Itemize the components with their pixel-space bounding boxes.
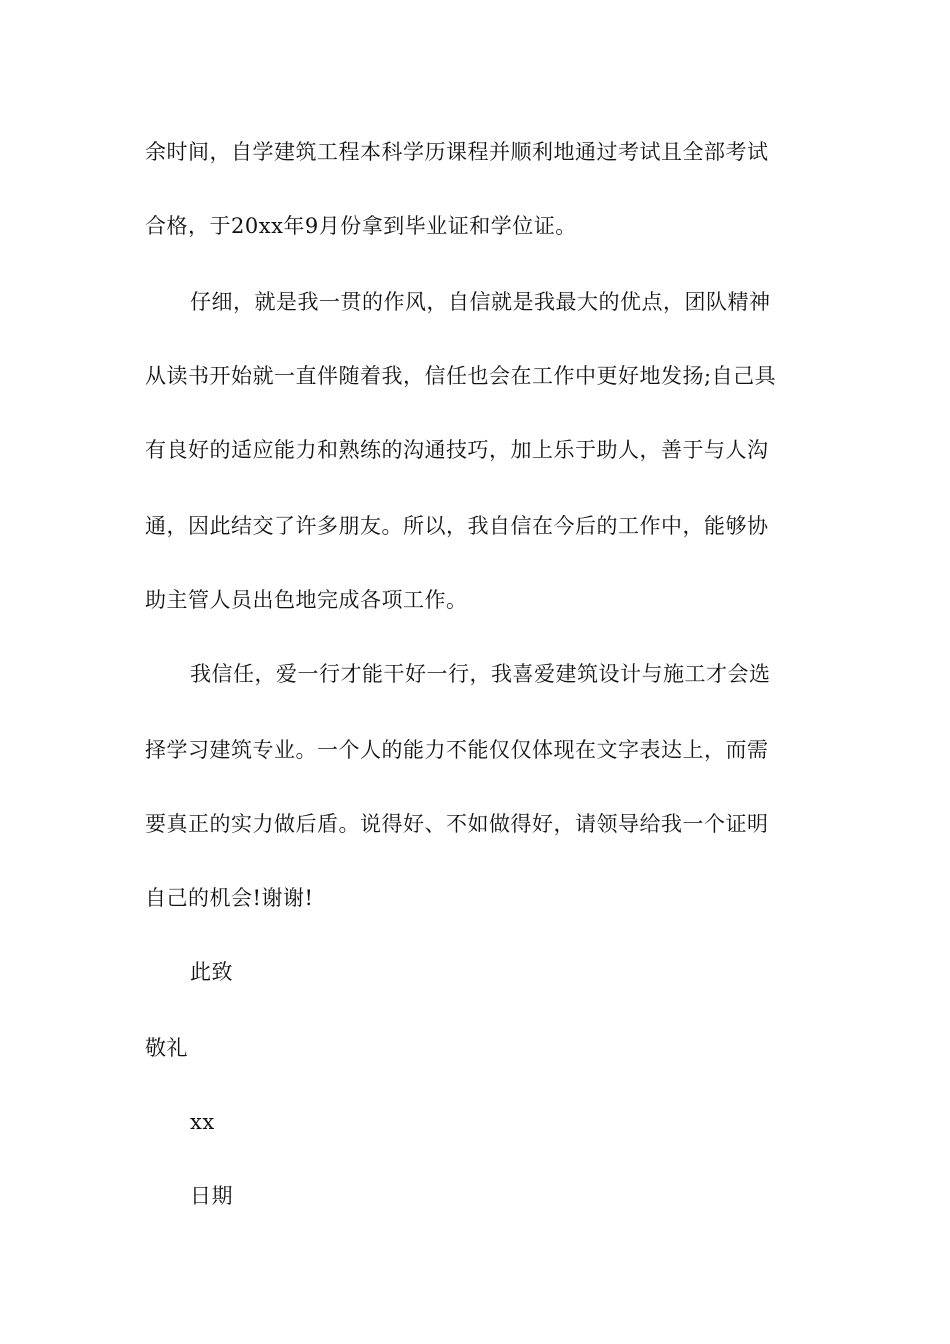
paragraph-line: 通，因此结交了许多朋友。所以，我自信在今后的工作中，能够协 [145,514,769,538]
paragraph-line: 择学习建筑专业。一个人的能力不能仅仅体现在文字表达上，而需 [145,738,769,762]
signature-date: 日期 [190,1184,233,1208]
paragraph-line: 合格，于20xx年9月份拿到毕业证和学位证。 [145,214,577,238]
signature-name: xx [190,1110,215,1134]
closing-regards: 敬礼 [145,1036,188,1060]
paragraph-line: 自己的机会!谢谢! [145,886,314,910]
paragraph-line: 助主管人员出色地完成各项工作。 [145,588,468,612]
paragraph-line: 要真正的实力做后盾。说得好、不如做得好，请领导给我一个证明 [145,812,769,836]
paragraph-line: 我信任，爱一行才能干好一行，我喜爱建筑设计与施工才会选 [190,662,771,686]
paragraph-line: 有良好的适应能力和熟练的沟通技巧，加上乐于助人，善于与人沟 [145,438,769,462]
paragraph-line: 余时间，自学建筑工程本科学历课程并顺利地通过考试且全部考试 [145,140,769,164]
paragraph-line: 仔细，就是我一贯的作风，自信就是我最大的优点，团队精神 [190,290,771,314]
paragraph-line: 从读书开始就一直伴随着我，信任也会在工作中更好地发扬;自己具 [145,364,777,388]
closing-salutation: 此致 [190,960,233,984]
